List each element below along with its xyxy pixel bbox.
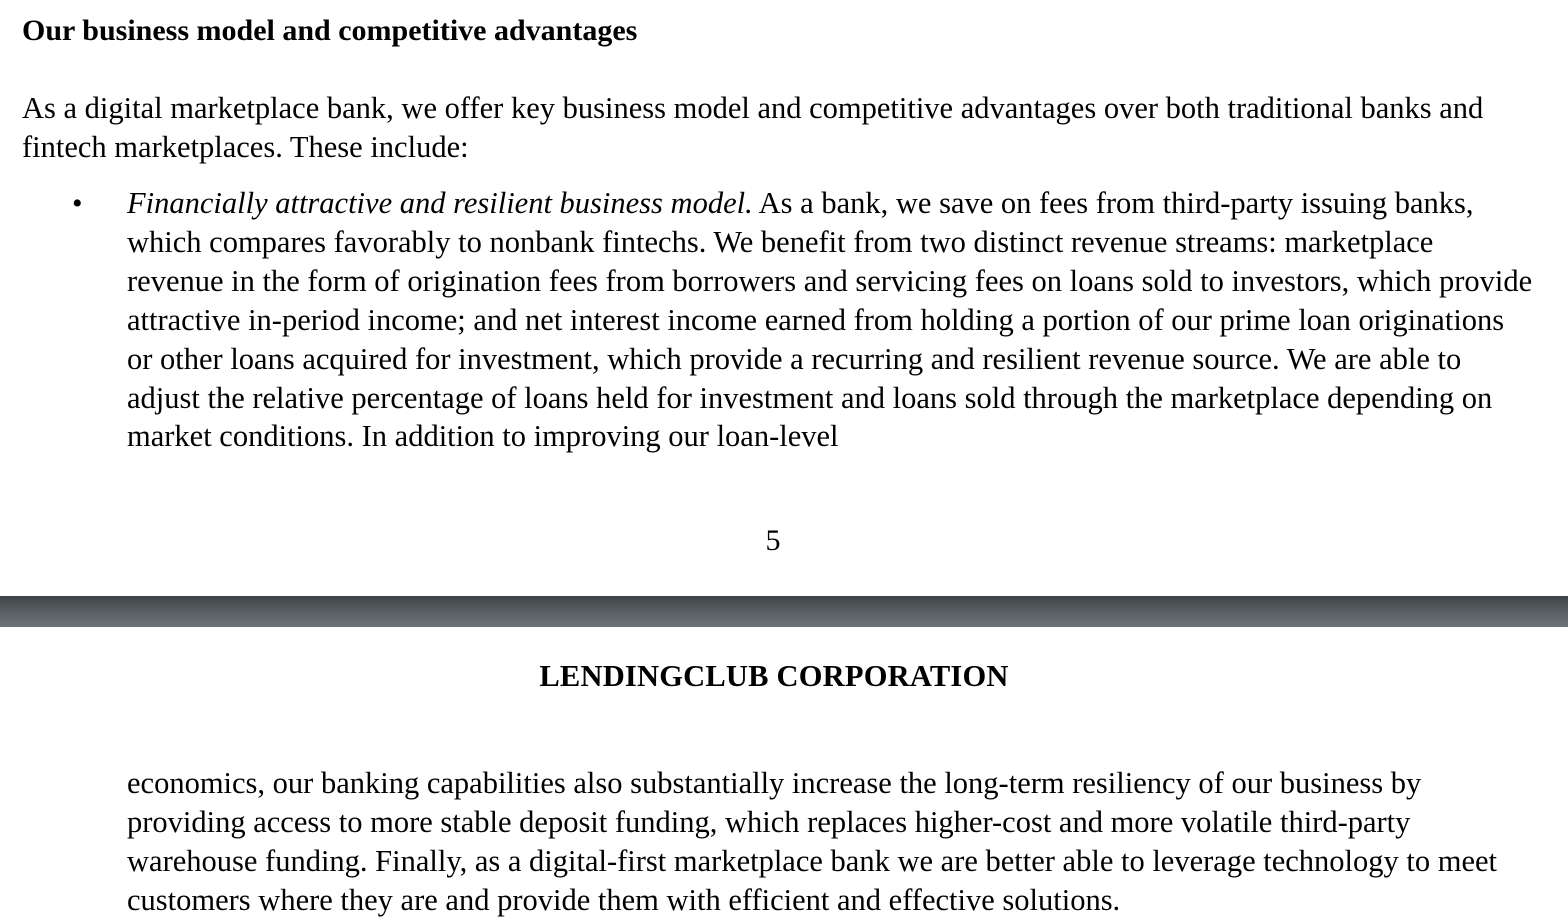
bullet-paragraph [127, 184, 1537, 456]
page-separator-bar [0, 596, 1568, 627]
page-number: 5 [765, 524, 781, 557]
running-header: LENDINGCLUB CORPORATION [539, 659, 1009, 693]
intro-paragraph: As a digital marketplace bank, we offer key business model and competitive advantages over both traditional banks and fintech marketplaces. These include: [22, 91, 1484, 164]
section-heading: Our business model and competitive advantages [22, 14, 638, 47]
bullet-body: As a bank, we save on fees from third-party issuing banks, which compares favorably to nonbank fintechs. We benefit from two distinct revenue streams: marketplace revenue in the form of origination fees from borrowers and servicing fees on loans sold to investors, which provide attractive in-period income; and net interest income earned from holding a portion of our prime loan originations or other loans acquired for investment, which provide a recurring and resilient revenue source. We are able to adjust the relative percentage of loans held for investment and loans sold through the marketplace depending on market conditions. In addition to improving our loan-level [127, 186, 1533, 454]
bullet-lead-italic: Financially attractive and resilient business model. [127, 186, 753, 220]
continued-paragraph: economics, our banking capabilities also substantially increase the long-term resiliency of our business by providing access to more stable deposit funding, which replaces higher-cost and more volatile third-party warehouse funding. Finally, as a digital-first marketplace bank we are better able to leverage technology to meet customers where they are and provide them with efficient and effective solutions. [127, 766, 1497, 917]
bullet-point-icon: • [72, 187, 83, 220]
